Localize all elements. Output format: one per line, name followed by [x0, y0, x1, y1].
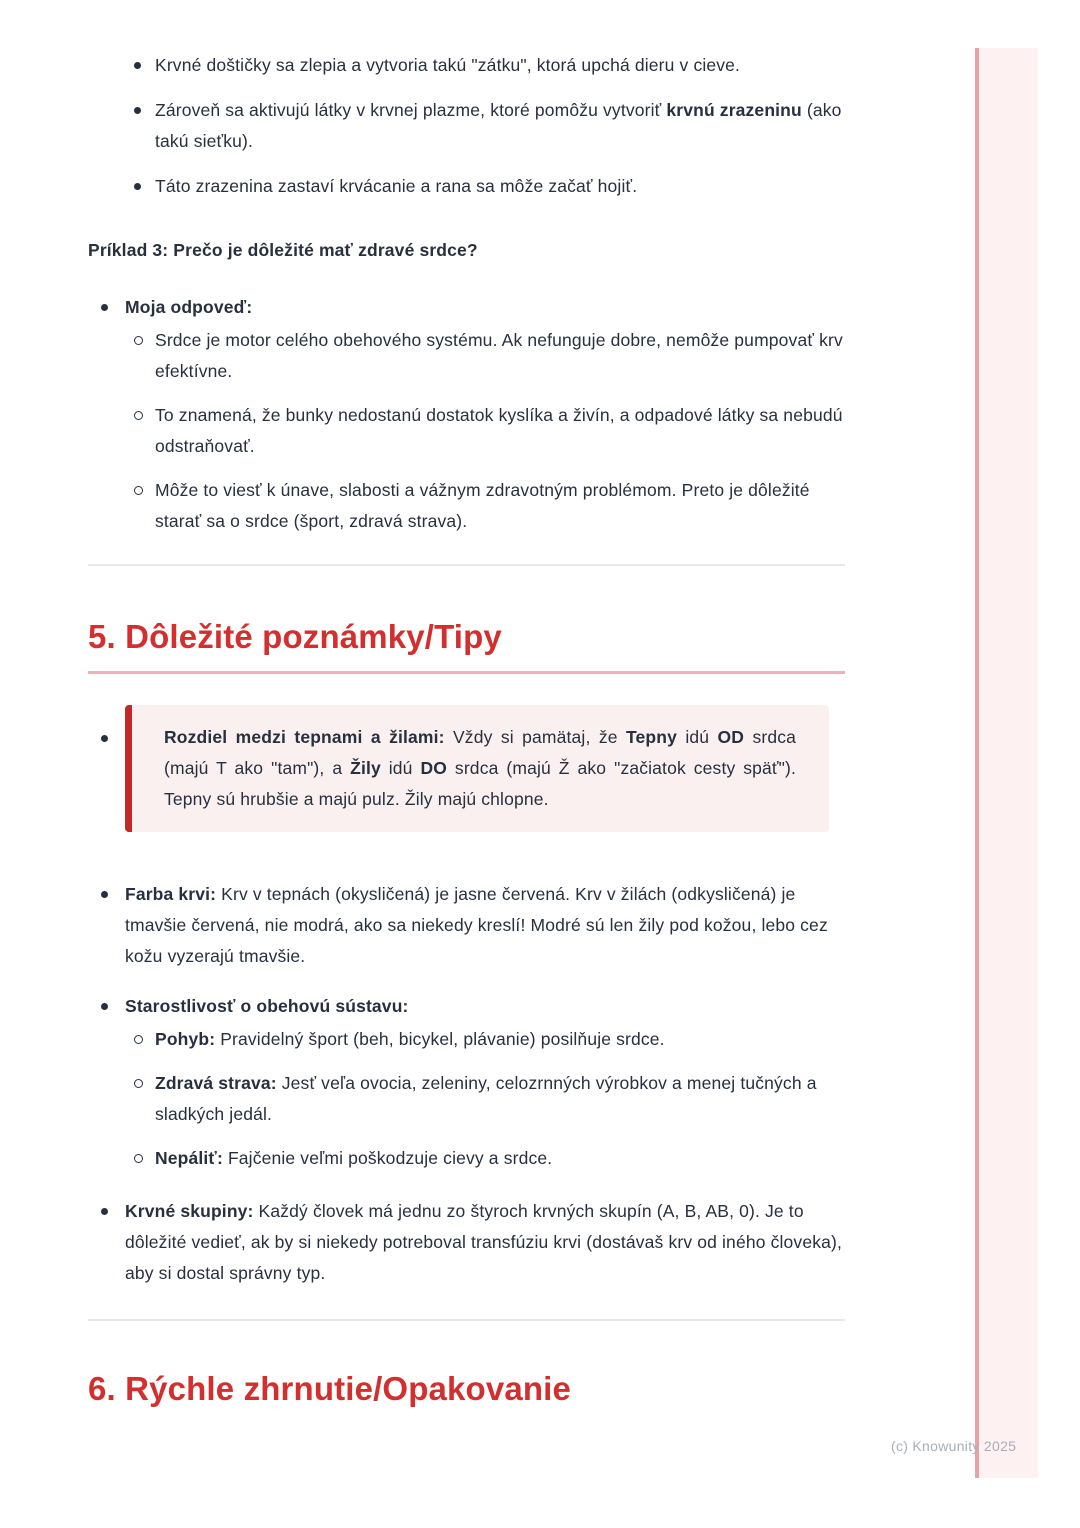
bullet-disc-icon	[134, 107, 141, 114]
sub-list-item	[125, 1143, 845, 1174]
blood-groups-item	[88, 1196, 845, 1289]
care-item	[88, 991, 845, 1174]
list-item	[88, 171, 845, 202]
sub-list-item	[125, 1068, 845, 1130]
bullet-disc-icon	[101, 1003, 108, 1010]
answer-label: Moja odpoveď:	[125, 297, 253, 317]
callout-text: Rozdiel medzi tepnami a žilami: Vždy si pamätaj, že Tepny idú OD srdca (majú T ako "tam"), a Žily idú DO srdca (majú Ž ako "začiatok cesty späť"). Tepny sú hrubšie a majú pulz. Žily majú chlopne.	[164, 727, 797, 809]
sub-list-item	[125, 400, 845, 462]
list-item-text: Srdce je motor celého obehového systému. Ak nefunguje dobre, nemôže pumpovať krv efektívne.	[155, 330, 843, 381]
blood-color-item	[88, 879, 845, 972]
care-sublist	[125, 1024, 845, 1174]
section-divider	[88, 564, 845, 566]
list-item-text: Zároveň sa aktivujú látky v krvnej plazme, ktoré pomôžu vytvoriť krvnú zrazeninu (ako takú sieťku).	[155, 100, 842, 151]
sub-list-item	[125, 325, 845, 387]
list-item-text: Táto zrazenina zastaví krvácanie a rana sa môže začať hojiť.	[155, 176, 638, 196]
sub-list-item	[125, 1024, 845, 1055]
list-item	[88, 292, 845, 537]
list-item-text: Farba krvi: Krv v tepnách (okysličená) je jasne červená. Krv v žilách (odkysličená) je tmavšie červená, nie modrá, ako sa niekedy kreslí! Modré sú len žily pod kožou, lebo cez kožu vyzerajú tmavšie.	[125, 884, 828, 966]
section-divider	[88, 1319, 845, 1321]
list-item	[88, 50, 845, 81]
section-6-heading: 6. Rýchle zhrnutie/Opakovanie	[88, 1370, 571, 1407]
list-item	[88, 95, 845, 157]
tip-callout	[125, 705, 829, 832]
list-item-text: Môže to viesť k únave, slabosti a vážnym zdravotným problémom. Preto je dôležité starať sa o srdce (šport, zdravá strava).	[155, 480, 810, 531]
intro-list	[88, 50, 845, 202]
bullet-circle-icon	[134, 1079, 143, 1088]
bullet-circle-icon	[134, 1035, 143, 1044]
bullet-circle-icon	[134, 411, 143, 420]
tips-list	[88, 705, 845, 1289]
bullet-disc-icon	[101, 304, 108, 311]
care-label: Starostlivosť o obehovú sústavu:	[125, 996, 409, 1016]
list-item-text: Zdravá strava: Jesť veľa ovocia, zeleniny, celozrnných výrobkov a menej tučných a sladkých jedál.	[155, 1073, 817, 1124]
bullet-circle-icon	[134, 486, 143, 495]
answer-sublist	[125, 325, 845, 537]
document-body	[88, 50, 845, 1409]
list-item-text: Nepáliť: Fajčenie veľmi poškodzuje cievy a srdce.	[155, 1148, 553, 1168]
sub-list-item	[125, 475, 845, 537]
list-item-text: Pohyb: Pravidelný šport (beh, bicykel, plávanie) posilňuje srdce.	[155, 1029, 665, 1049]
bullet-disc-icon	[101, 891, 108, 898]
callout-list-item	[88, 705, 845, 832]
bullet-disc-icon	[101, 735, 108, 742]
bullet-circle-icon	[134, 1154, 143, 1163]
list-item-text: To znamená, že bunky nedostanú dostatok kyslíka a živín, a odpadové látky sa nebudú odstraňovať.	[155, 405, 843, 456]
section-5-heading: 5. Dôležité poznámky/Tipy	[88, 617, 845, 674]
answer-list	[88, 292, 845, 537]
watermark: (c) Knowunity 2025	[891, 1438, 1017, 1454]
bullet-circle-icon	[134, 336, 143, 345]
list-item-text: Krvné skupiny: Každý človek má jednu zo štyroch krvných skupín (A, B, AB, 0). Je to dôležité vedieť, ak by si niekedy potreboval transfúziu krvi (dostávaš krv od iného človeka), aby si dostal správny typ.	[125, 1201, 842, 1283]
list-item-text: Krvné doštičky sa zlepia a vytvoria takú "zátku", ktorá upchá dieru v cieve.	[155, 55, 741, 75]
bullet-disc-icon	[134, 183, 141, 190]
page-edge-stripe	[975, 48, 1038, 1478]
bullet-disc-icon	[134, 62, 141, 69]
bullet-disc-icon	[101, 1208, 108, 1215]
example-heading: Príklad 3: Prečo je dôležité mať zdravé srdce?	[88, 240, 478, 260]
